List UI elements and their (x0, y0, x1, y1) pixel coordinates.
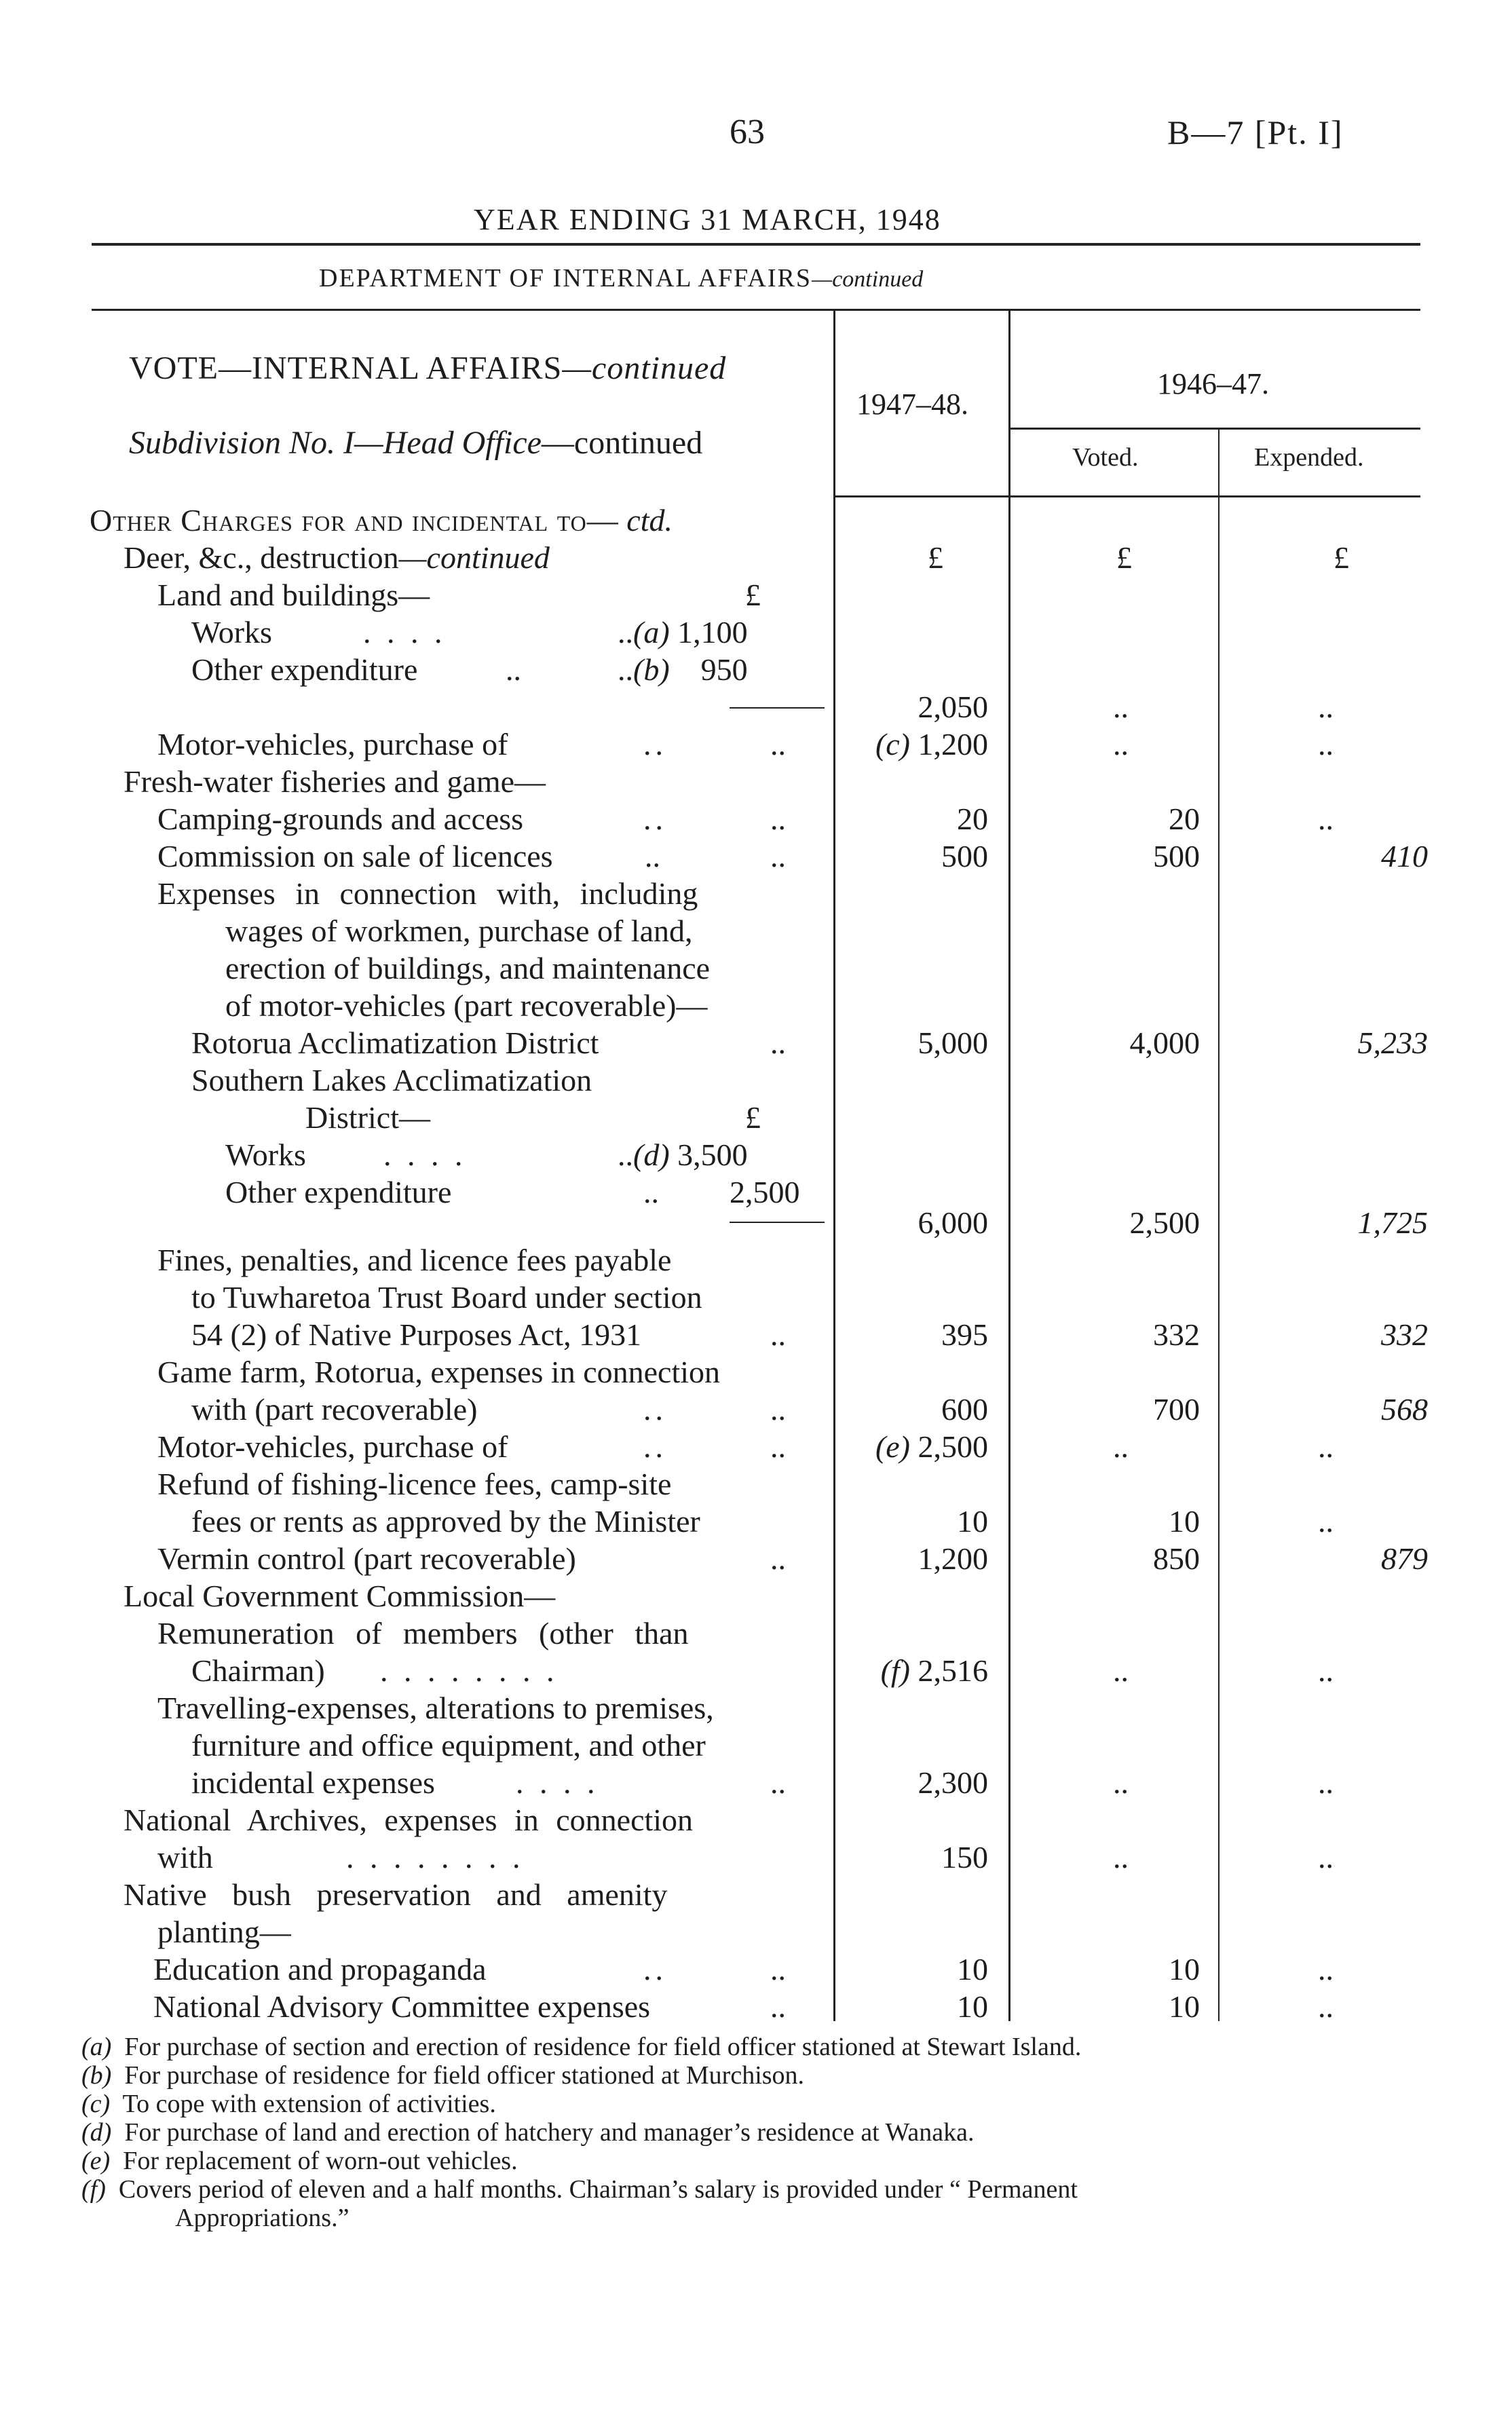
mv2-amt: 2,500 (918, 1429, 988, 1464)
footnote-e-mark: (e) (81, 2147, 111, 2175)
subtotal-rule-1 (730, 707, 825, 709)
vermin-expended: 879 (1381, 1541, 1428, 1576)
footnote-b (81, 2061, 804, 2090)
archives-voted-dots: .. (1113, 1840, 1129, 1875)
vermin-voted: 850 (1153, 1541, 1200, 1576)
game-1947: 600 (941, 1392, 988, 1427)
other-amt: 950 (700, 652, 748, 687)
currency-voted: £ (1116, 540, 1132, 575)
mv1-leader: .. (643, 727, 667, 761)
currency-1947: £ (928, 540, 943, 575)
subdivision-continued: —continued (541, 425, 703, 461)
col-voted: Voted. (1072, 443, 1139, 472)
row-motor-vehicles-2: Motor-vehicles, purchase of (157, 1429, 508, 1464)
fines-line-1: Fines, penalties, and licence fees payable (157, 1243, 672, 1277)
department-continued: —continued (811, 267, 924, 292)
mv1-amount (875, 726, 988, 763)
subtotal-rule-2 (730, 1222, 825, 1223)
col-1947-48: 1947–48. (856, 388, 968, 421)
southern-currency: £ (745, 1100, 761, 1135)
row-deer (124, 540, 550, 576)
column-rule-3 (1218, 429, 1220, 2021)
rotorua-voted: 4,000 (1129, 1025, 1200, 1060)
works-note: (a) (633, 615, 670, 649)
archives-line-1: National Archives, expenses in connection (124, 1803, 694, 1837)
page-number: 63 (730, 113, 765, 151)
expenses-line-1: Expenses in connection with, including (157, 876, 698, 911)
camping-1947: 20 (957, 802, 988, 836)
row-southern-other: Other expenditure (225, 1175, 452, 1209)
fines-expended: 332 (1381, 1317, 1428, 1352)
footnote-e (81, 2147, 518, 2175)
row-land: Land and buildings— (157, 578, 430, 612)
travel-leader: . . . . (516, 1765, 599, 1800)
fines-voted: 332 (1153, 1317, 1200, 1352)
currency-expended: £ (1334, 540, 1349, 575)
remuneration-line-1: Remuneration of members (other than (157, 1616, 689, 1651)
bush-line-2: planting— (157, 1915, 291, 1949)
col-1946-47: 1946–47. (1157, 367, 1269, 400)
southern-total: 6,000 (918, 1205, 988, 1240)
row-education: Education and propaganda (153, 1952, 487, 1987)
footnote-c-text: To cope with extension of activities. (122, 2090, 496, 2118)
game-leader: .. (643, 1392, 667, 1427)
southern-other-dots: .. (643, 1175, 659, 1209)
deer-label: Deer, &c., destruction (124, 540, 399, 575)
footnote-c-mark: (c) (81, 2090, 111, 2118)
footnote-f (81, 2175, 1078, 2204)
rotorua-dots: .. (770, 1025, 786, 1060)
s-works-amt: 3,500 (677, 1137, 748, 1172)
footnote-f-cont: Appropriations.” (175, 2204, 349, 2232)
southern-works-leader: . . . . (383, 1137, 467, 1172)
nac-exp-dots: .. (1318, 1989, 1334, 2024)
s-works-dots: .. (618, 1137, 633, 1172)
footnote-c (81, 2090, 496, 2118)
travel-line-3: incidental expenses (191, 1765, 435, 1800)
archives-line-2: with (157, 1840, 213, 1875)
mv1-dots: .. (770, 727, 786, 761)
nac-1947: 10 (957, 1989, 988, 2024)
camping-voted: 20 (1169, 802, 1200, 836)
mv2-exp-dots: .. (1318, 1429, 1334, 1464)
southern-line-1: Southern Lakes Acclimatization (191, 1063, 592, 1097)
table-top-rule (92, 309, 1420, 311)
rem-amt: 2,516 (918, 1653, 988, 1688)
works-leader: . . . . (363, 615, 447, 649)
footnote-f-mark: (f) (81, 2175, 106, 2204)
vote-title: VOTE—INTERNAL AFFAIRS (129, 350, 563, 386)
vote-continued: —continued (562, 350, 727, 386)
fines-1947: 395 (941, 1317, 988, 1352)
fines-line-2: to Tuwharetoa Trust Board under section (191, 1280, 702, 1315)
game-dots: .. (770, 1392, 786, 1427)
other-note: (b) (633, 652, 670, 687)
mv1-exp-dots: .. (1318, 727, 1334, 761)
education-voted: 10 (1169, 1952, 1200, 1987)
land-total: 2,050 (918, 690, 988, 724)
department-heading (319, 263, 923, 293)
travel-line-2: furniture and office equipment, and other (191, 1728, 706, 1763)
row-national-advisory: National Advisory Committee expenses (153, 1989, 651, 2024)
header-rule (92, 243, 1420, 246)
deer-continued: —continued (398, 540, 550, 575)
footnote-a-text: For purchase of section and erection of residence for field officer stationed at Stewart Island. (124, 2033, 1082, 2061)
refund-line-2: fees or rents as approved by the Minister (191, 1504, 700, 1539)
land-voted-dots: .. (1113, 690, 1129, 724)
southern-expended: 1,725 (1357, 1205, 1428, 1240)
camping-dots: .. (770, 802, 786, 836)
remuneration-leader: . . . . . . . . (380, 1653, 559, 1688)
rem-voted-dots: .. (1113, 1653, 1129, 1688)
department-name: DEPARTMENT OF INTERNAL AFFAIRS (319, 264, 812, 293)
other-charges-label: Other Charges for and incidental to— (90, 503, 619, 538)
row-works: Works (191, 615, 272, 649)
row-southern-works: Works (225, 1137, 306, 1172)
bush-line-1: Native bush preservation and amenity (124, 1877, 668, 1912)
footnote-a (81, 2033, 1081, 2061)
game-voted: 700 (1153, 1392, 1200, 1427)
camping-leader: .. (643, 802, 667, 836)
mv2-leader: .. (643, 1429, 667, 1464)
commission-expended: 410 (1381, 839, 1428, 873)
southern-voted: 2,500 (1129, 1205, 1200, 1240)
head-bottom-rule (833, 495, 1420, 497)
footnote-d-text: For purchase of land and erection of hatchery and manager’s residence at Wanaka. (124, 2118, 975, 2147)
footnote-b-text: For purchase of residence for field officer stationed at Murchison. (124, 2061, 805, 2090)
row-vermin: Vermin control (part recoverable) (157, 1541, 576, 1576)
camping-exp-dots: .. (1318, 802, 1334, 836)
education-leader: .. (643, 1952, 667, 1987)
row-camping: Camping-grounds and access (157, 802, 524, 836)
rem-exp-dots: .. (1318, 1653, 1334, 1688)
refund-1947: 10 (957, 1504, 988, 1539)
nac-dots: .. (770, 1989, 786, 2024)
other-exp-dots: .. (506, 652, 521, 687)
head-subrule (1010, 428, 1420, 430)
refund-voted: 10 (1169, 1504, 1200, 1539)
row-local-government: Local Government Commission— (124, 1579, 556, 1613)
page-reference: B—7 [Pt. I] (1167, 113, 1344, 151)
footnote-f-text: Covers period of eleven and a half months. Chairman’s salary is provided under “ Permanent (118, 2175, 1078, 2204)
other-charges-heading (90, 502, 673, 539)
fines-dots: .. (770, 1317, 786, 1352)
row-fisheries: Fresh-water fisheries and game— (124, 764, 546, 799)
travel-voted-dots: .. (1113, 1765, 1129, 1800)
game-expended: 568 (1381, 1392, 1428, 1427)
footnote-d-mark: (d) (81, 2118, 112, 2147)
archives-exp-dots: .. (1318, 1840, 1334, 1875)
other-exp-amount (618, 652, 748, 688)
row-other-expenditure: Other expenditure (191, 652, 418, 687)
mv1-voted-dots: .. (1113, 727, 1129, 761)
land-currency: £ (745, 578, 761, 612)
vermin-dots: .. (770, 1541, 786, 1576)
education-dots: .. (770, 1952, 786, 1987)
subdivision-title: Subdivision No. I—Head Office (129, 425, 542, 461)
travel-exp-dots: .. (1318, 1765, 1334, 1800)
commission-1947: 500 (941, 839, 988, 873)
column-rule-2 (1008, 311, 1010, 2021)
education-exp-dots: .. (1318, 1952, 1334, 1987)
footnote-b-mark: (b) (81, 2061, 112, 2090)
refund-line-1: Refund of fishing-licence fees, camp-site (157, 1467, 672, 1501)
footnote-d (81, 2118, 974, 2147)
mv2-note: (e) (875, 1429, 910, 1464)
commission-voted: 500 (1153, 839, 1200, 873)
remuneration-amount (881, 1653, 988, 1689)
southern-other-amt: 2,500 (730, 1175, 800, 1209)
mv2-dots: .. (770, 1429, 786, 1464)
rotorua-1947: 5,000 (918, 1025, 988, 1060)
travel-line-1: Travelling-expenses, alterations to premises, (157, 1691, 714, 1725)
s-works-note: (d) (633, 1137, 670, 1172)
travel-1947: 2,300 (918, 1765, 988, 1800)
col-expended: Expended. (1254, 443, 1364, 472)
works-amount (618, 614, 748, 651)
subdivision-heading (129, 424, 702, 462)
row-rotorua: Rotorua Acclimatization District (191, 1025, 599, 1060)
fines-line-3: 54 (2) of Native Purposes Act, 1931 (191, 1317, 642, 1352)
footnote-a-mark: (a) (81, 2033, 112, 2061)
mv2-amount (875, 1429, 988, 1465)
game-line-2: with (part recoverable) (191, 1392, 478, 1427)
year-heading: YEAR ENDING 31 MARCH, 1948 (474, 203, 941, 236)
vermin-1947: 1,200 (918, 1541, 988, 1576)
southern-line-2: District— (305, 1100, 430, 1135)
remuneration-line-2: Chairman) (191, 1653, 325, 1688)
other-charges-ctd: ctd. (626, 503, 673, 538)
land-exp-dots: .. (1318, 690, 1334, 724)
expenses-line-4: of motor-vehicles (part recoverable)— (225, 988, 708, 1023)
archives-leader: . . . . . . . . (346, 1840, 525, 1875)
row-motor-vehicles-1: Motor-vehicles, purchase of (157, 727, 508, 761)
education-1947: 10 (957, 1952, 988, 1987)
vote-heading (129, 350, 726, 387)
mv2-voted-dots: .. (1113, 1429, 1129, 1464)
commission-dots-b: .. (770, 839, 786, 873)
expenses-line-3: erection of buildings, and maintenance (225, 951, 711, 985)
footnote-e-text: For replacement of worn-out vehicles. (123, 2147, 518, 2175)
archives-1947: 150 (941, 1840, 988, 1875)
works-dots: .. (618, 615, 633, 649)
travel-dots: .. (770, 1765, 786, 1800)
column-rule-1 (833, 311, 835, 2021)
commission-dots-a: .. (645, 839, 660, 873)
game-line-1: Game farm, Rotorua, expenses in connection (157, 1355, 721, 1389)
mv1-amt: 1,200 (918, 727, 988, 761)
refund-exp-dots: .. (1318, 1504, 1334, 1539)
rem-note: (f) (880, 1653, 910, 1688)
nac-voted: 10 (1169, 1989, 1200, 2024)
mv1-note: (c) (875, 727, 910, 761)
works-amt: 1,100 (677, 615, 748, 649)
southern-works-amount (618, 1137, 748, 1173)
expenses-line-2: wages of workmen, purchase of land, (225, 914, 693, 948)
rotorua-expended: 5,233 (1357, 1025, 1428, 1060)
row-commission: Commission on sale of licences (157, 839, 553, 873)
other-dots: .. (618, 652, 633, 687)
